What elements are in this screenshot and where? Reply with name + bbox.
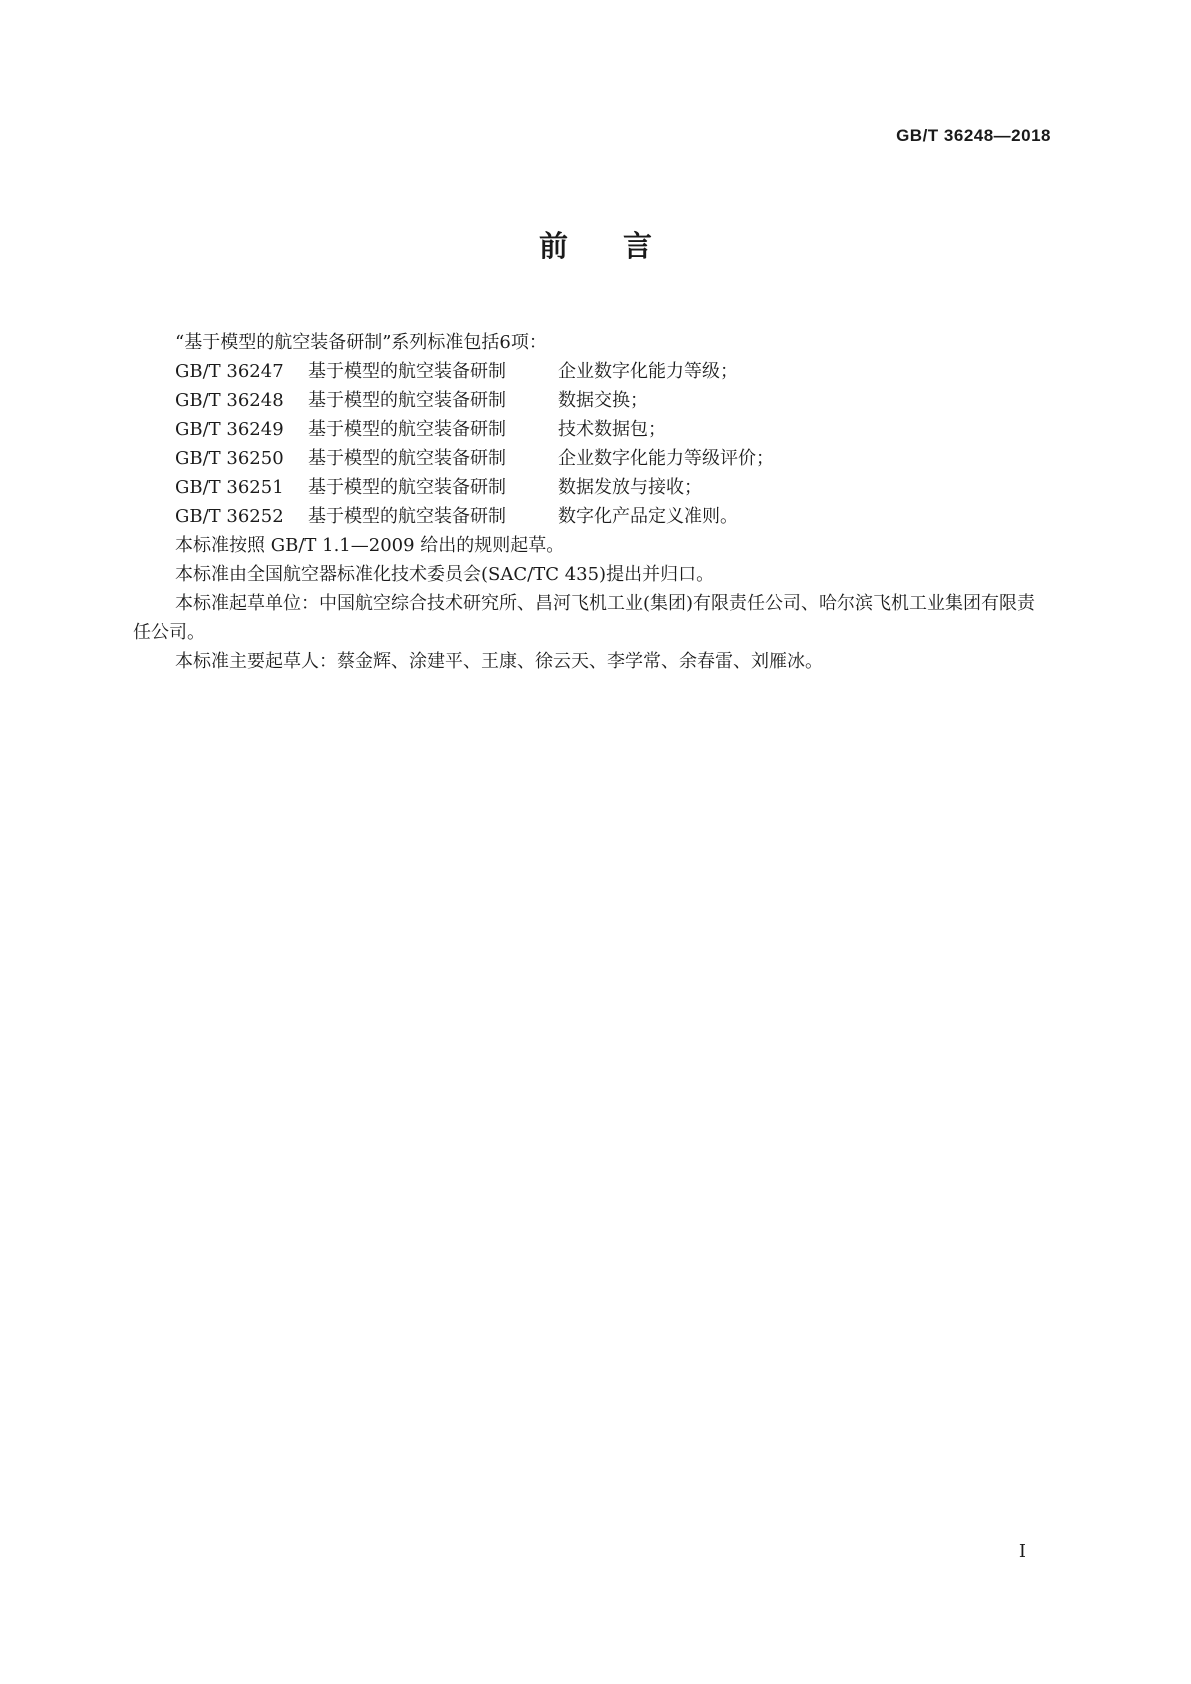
standard-list-item [133, 502, 1053, 531]
standard-code: GB/T 36252 [175, 506, 284, 527]
page-number: I [1018, 1541, 1026, 1562]
standard-name: 企业数字化能力等级评价； [558, 448, 774, 469]
standard-series: 基于模型的航空装备研制 [308, 448, 506, 469]
standard-code: GB/T 36249 [175, 419, 284, 440]
standard-list-item [133, 415, 1053, 444]
standard-list-item [133, 444, 1053, 473]
standard-name: 数据发放与接收； [558, 477, 702, 498]
drafters-paragraph: 本标准主要起草人：蔡金辉、涂建平、王康、徐云天、李学常、余春雷、刘雁冰。 [175, 651, 823, 672]
standard-code: GB/T 36247 [175, 361, 284, 382]
standard-name: 技术数据包； [558, 419, 666, 440]
proposed-by-paragraph: 本标准由全国航空器标准化技术委员会(SAC/TC 435)提出并归口。 [175, 564, 715, 585]
standard-list-item [133, 386, 1053, 415]
standard-name: 数据交换； [558, 390, 648, 411]
standard-list-item [133, 473, 1053, 502]
standard-code-header: GB/T 36248—2018 [896, 126, 1051, 145]
standard-name: 数字化产品定义准则。 [558, 506, 738, 527]
page-title: 前言 [538, 229, 707, 263]
standard-series: 基于模型的航空装备研制 [308, 477, 506, 498]
standard-code: GB/T 36251 [175, 477, 284, 498]
foreword-body [133, 328, 1053, 676]
standard-series: 基于模型的航空装备研制 [308, 419, 506, 440]
standard-name: 企业数字化能力等级； [558, 361, 738, 382]
standard-series: 基于模型的航空装备研制 [308, 361, 506, 382]
drafting-units-paragraph: 本标准起草单位：中国航空综合技术研究所、昌河飞机工业(集团)有限责任公司、哈尔滨飞机工业集团有限责任公司。 [133, 593, 1036, 643]
standard-series: 基于模型的航空装备研制 [308, 506, 506, 527]
standard-series: 基于模型的航空装备研制 [308, 390, 506, 411]
standard-list-item [133, 357, 1053, 386]
standard-code: GB/T 36250 [175, 448, 284, 469]
intro-paragraph: “基于模型的航空装备研制”系列标准包括6项： [175, 332, 547, 353]
drafting-rules-paragraph: 本标准按照 GB/T 1.1—2009 给出的规则起草。 [175, 535, 565, 556]
standard-code: GB/T 36248 [175, 390, 284, 411]
